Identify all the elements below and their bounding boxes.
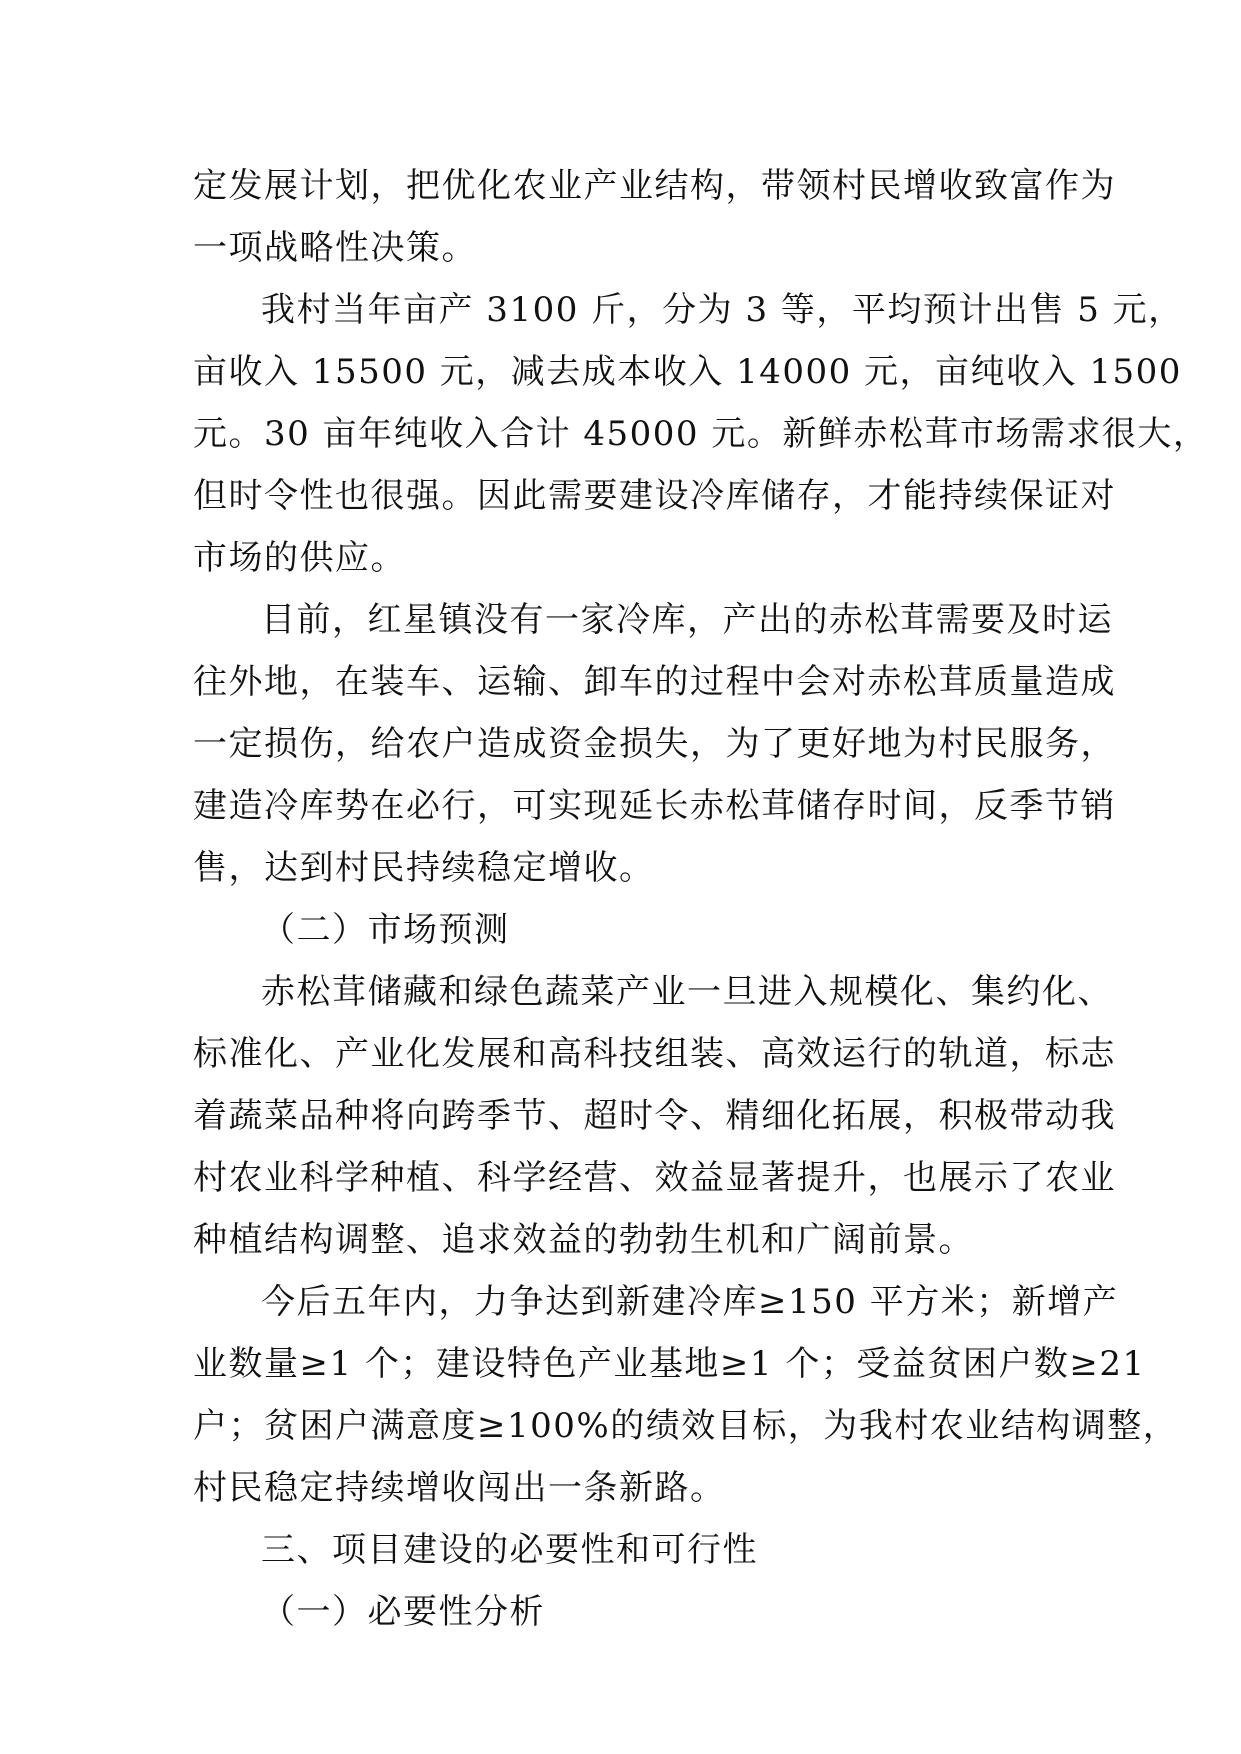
paragraph-line: 元。30 亩年纯收入合计 45000 元。新鲜赤松茸市场需求很大，: [193, 414, 1209, 454]
paragraph-line: 赤松茸储藏和绿色蔬菜产业一旦进入规模化、集约化、: [261, 972, 1113, 1012]
paragraph-line: 标准化、产业化发展和高科技组装、高效运行的轨道，标志: [193, 1034, 1116, 1074]
paragraph-line: 我村当年亩产 3100 斤，分为 3 等，平均预计出售 5 元，: [261, 290, 1184, 330]
paragraph-line: 村民稳定持续增收闯出一条新路。: [193, 1468, 726, 1508]
paragraph-line: 户；贫困户满意度≥100%的绩效目标，为我村农业结构调整，: [193, 1406, 1179, 1446]
paragraph-line: 目前，红星镇没有一家冷库，产出的赤松茸需要及时运: [261, 600, 1113, 640]
paragraph-line: 一定损伤，给农户造成资金损失，为了更好地为村民服务，: [193, 724, 1116, 764]
section-heading-market-forecast: （二）市场预测: [261, 910, 510, 950]
section-heading-necessity-analysis: （一）必要性分析: [261, 1592, 545, 1632]
paragraph-line: 但时令性也很强。因此需要建设冷库储存，才能持续保证对: [193, 476, 1116, 516]
paragraph-line: 种植结构调整、追求效益的勃勃生机和广阔前景。: [193, 1220, 974, 1260]
paragraph-line: 着蔬菜品种将向跨季节、超时令、精细化拓展，积极带动我: [193, 1096, 1116, 1136]
paragraph-line: 售，达到村民持续稳定增收。: [193, 848, 655, 888]
paragraph-line: 村农业科学种植、科学经营、效益显著提升，也展示了农业: [193, 1158, 1116, 1198]
document-body: [193, 155, 1209, 1643]
paragraph-line: 定发展计划，把优化农业产业结构，带领村民增收致富作为: [193, 166, 1116, 206]
paragraph-line: 业数量≥1 个；建设特色产业基地≥1 个；受益贫困户数≥21: [193, 1344, 1146, 1384]
paragraph-line: 一项战略性决策。: [193, 228, 477, 268]
paragraph-line: 市场的供应。: [193, 538, 406, 578]
paragraph-line: 今后五年内，力争达到新建冷库≥150 平方米；新增产: [261, 1282, 1119, 1322]
paragraph-line: 亩收入 15500 元，减去成本收入 14000 元，亩纯收入 1500: [193, 352, 1182, 392]
paragraph-line: 建造冷库势在必行，可实现延长赤松茸储存时间，反季节销: [193, 786, 1116, 826]
section-heading-necessity-feasibility: 三、项目建设的必要性和可行性: [261, 1530, 758, 1570]
paragraph-line: 往外地，在装车、运输、卸车的过程中会对赤松茸质量造成: [193, 662, 1116, 702]
